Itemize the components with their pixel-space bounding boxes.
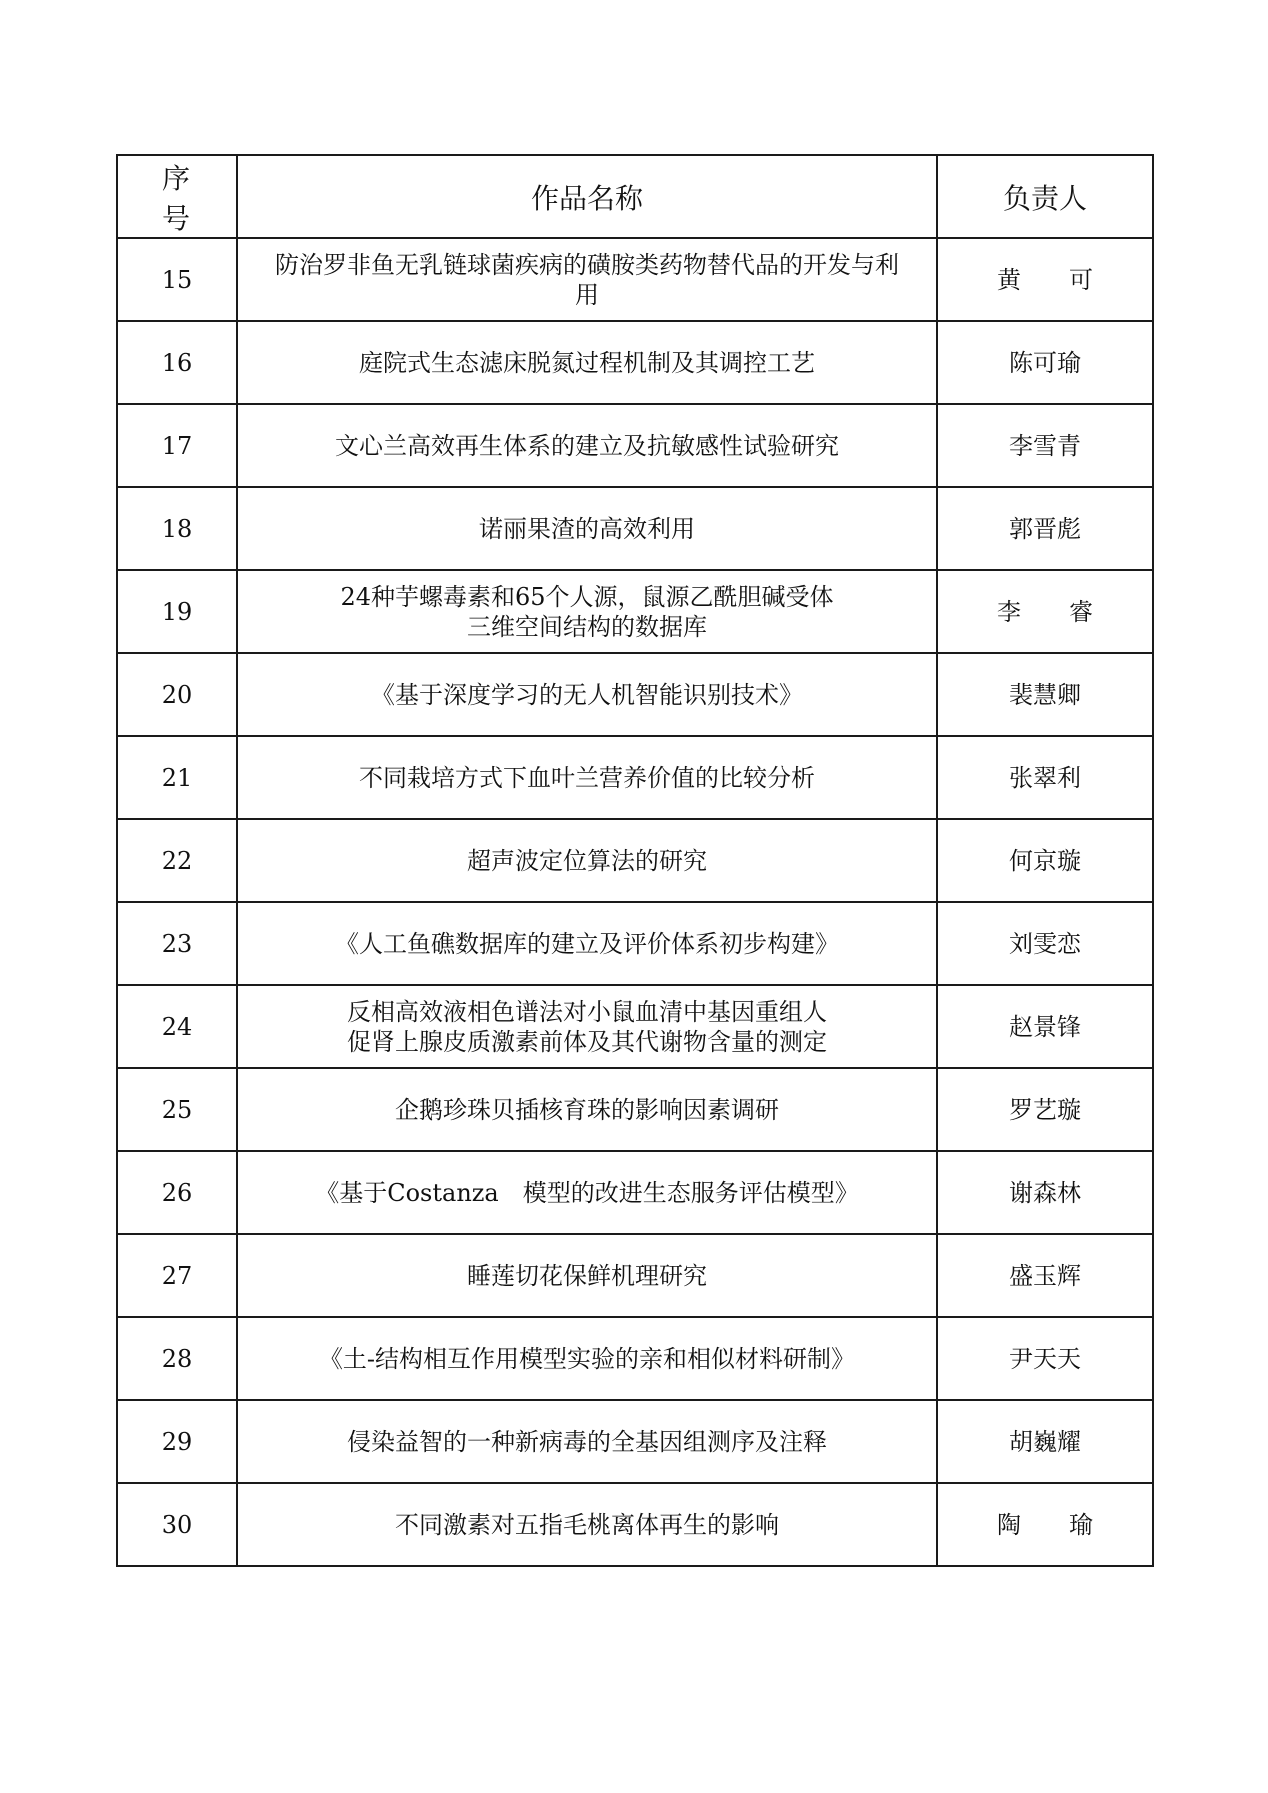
work-leader: 李雪青: [937, 404, 1153, 487]
table-row: [117, 736, 1153, 819]
work-title: [237, 1068, 937, 1151]
work-title: [237, 321, 937, 404]
row-number: 25: [117, 1068, 237, 1151]
table-row: [117, 1400, 1153, 1483]
work-leader: 赵景锋: [937, 985, 1153, 1068]
table-row: [117, 1234, 1153, 1317]
work-title-line: 睡莲切花保鲜机理研究: [467, 1261, 707, 1290]
work-title: [237, 1400, 937, 1483]
row-number: 24: [117, 985, 237, 1068]
table-body: [117, 238, 1153, 1566]
row-number: 18: [117, 487, 237, 570]
work-title: [237, 819, 937, 902]
row-number: 17: [117, 404, 237, 487]
work-title-line: 超声波定位算法的研究: [467, 846, 707, 875]
work-title: [237, 1483, 937, 1566]
work-leader: 郭晋彪: [937, 487, 1153, 570]
document-page: [116, 154, 1154, 1567]
table-row: [117, 1317, 1153, 1400]
work-title-line: 诺丽果渣的高效利用: [479, 514, 695, 543]
work-leader: 裴慧卿: [937, 653, 1153, 736]
work-title: [237, 1234, 937, 1317]
work-title-line: 《基于深度学习的无人机智能识别技术》: [371, 680, 803, 709]
header-leader: 负责人: [937, 155, 1153, 238]
work-title-line: 不同激素对五指毛桃离体再生的影响: [395, 1510, 779, 1539]
work-leader: 尹天天: [937, 1317, 1153, 1400]
row-number: 27: [117, 1234, 237, 1317]
work-leader: 陈可瑜: [937, 321, 1153, 404]
work-title: [237, 902, 937, 985]
work-title-line: 庭院式生态滤床脱氮过程机制及其调控工艺: [359, 348, 815, 377]
row-number: 16: [117, 321, 237, 404]
table-row: [117, 1483, 1153, 1566]
table-row: [117, 238, 1153, 321]
table-row: [117, 404, 1153, 487]
work-title: [237, 238, 937, 321]
work-title-line: 24种芋螺毒素和65个人源，鼠源乙酰胆碱受体: [340, 582, 834, 611]
work-title-line: 侵染益智的一种新病毒的全基因组测序及注释: [347, 1427, 827, 1456]
row-number: 29: [117, 1400, 237, 1483]
work-leader: 盛玉辉: [937, 1234, 1153, 1317]
works-table: [116, 154, 1154, 1567]
header-title: 作品名称: [237, 155, 937, 238]
work-title-line: 文心兰高效再生体系的建立及抗敏感性试验研究: [335, 431, 839, 460]
table-row: [117, 819, 1153, 902]
row-number: 28: [117, 1317, 237, 1400]
work-leader: 谢森林: [937, 1151, 1153, 1234]
work-leader: 李 睿: [937, 570, 1153, 653]
table-row: [117, 1151, 1153, 1234]
row-number: 20: [117, 653, 237, 736]
work-title-line: 促肾上腺皮质激素前体及其代谢物含量的测定: [347, 1027, 827, 1056]
work-leader: 刘雯恋: [937, 902, 1153, 985]
work-title: [237, 570, 937, 653]
work-leader: 罗艺璇: [937, 1068, 1153, 1151]
table-header-row: [117, 155, 1153, 238]
work-title-line: 用: [575, 280, 599, 309]
table-row: [117, 653, 1153, 736]
work-title: [237, 985, 937, 1068]
work-title: [237, 736, 937, 819]
row-number: 21: [117, 736, 237, 819]
work-title: [237, 1151, 937, 1234]
work-leader: 张翠利: [937, 736, 1153, 819]
table-row: [117, 321, 1153, 404]
work-title-line: 三维空间结构的数据库: [467, 612, 707, 641]
table-row: [117, 487, 1153, 570]
work-title: [237, 404, 937, 487]
work-leader: 黄 可: [937, 238, 1153, 321]
header-no: 序 号: [117, 155, 237, 238]
table-row: [117, 985, 1153, 1068]
work-leader: 何京璇: [937, 819, 1153, 902]
row-number: 19: [117, 570, 237, 653]
row-number: 26: [117, 1151, 237, 1234]
row-number: 30: [117, 1483, 237, 1566]
work-title: [237, 653, 937, 736]
work-leader: 胡巍耀: [937, 1400, 1153, 1483]
table-row: [117, 1068, 1153, 1151]
work-title-line: 《人工鱼礁数据库的建立及评价体系初步构建》: [335, 929, 839, 958]
work-title-line: 防治罗非鱼无乳链球菌疾病的磺胺类药物替代品的开发与利: [275, 250, 899, 279]
table-row: [117, 902, 1153, 985]
work-title-line: 《基于Costanza 模型的改进生态服务评估模型》: [315, 1178, 859, 1207]
row-number: 22: [117, 819, 237, 902]
work-title-line: 反相高效液相色谱法对小鼠血清中基因重组人: [347, 997, 827, 1026]
row-number: 15: [117, 238, 237, 321]
work-title-line: 不同栽培方式下血叶兰营养价值的比较分析: [359, 763, 815, 792]
table-row: [117, 570, 1153, 653]
work-title-line: 企鹅珍珠贝插核育珠的影响因素调研: [395, 1095, 779, 1124]
work-title: [237, 1317, 937, 1400]
work-leader: 陶 瑜: [937, 1483, 1153, 1566]
work-title: [237, 487, 937, 570]
row-number: 23: [117, 902, 237, 985]
work-title-line: 《土-结构相互作用模型实验的亲和相似材料研制》: [318, 1344, 856, 1373]
